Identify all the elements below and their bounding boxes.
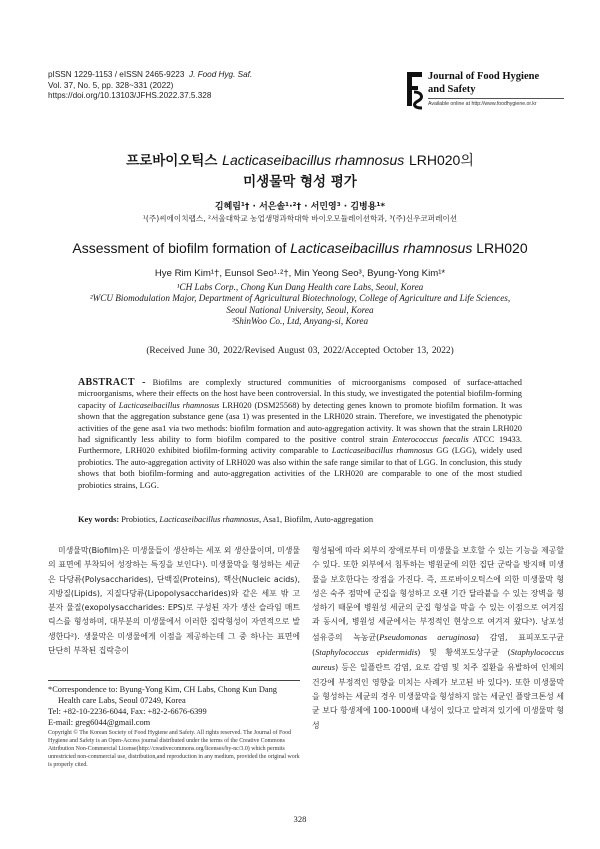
keywords: Key words: Probiotics, Lacticaseibacillus rhamnosus, Asa1, Biofilm, Auto-aggregation [78, 515, 374, 524]
title-ko-strain: LRH020의 [408, 152, 474, 168]
journal-logo-block [404, 70, 564, 110]
issn-line: pISSN 1229-1153 / eISSN 2465-9223 [48, 70, 185, 79]
correspondence-address: *Correspondence to: Byung-Yong Kim, CH Labs, Chong Kun Dang Health care Labs, Seoul 07249, Korea [48, 685, 277, 705]
keywords-label: Key words: [78, 515, 120, 524]
logo-divider [428, 98, 564, 99]
journal-name: Journal of Food Hygiene and Safety [428, 71, 540, 95]
journal-header-info [48, 70, 252, 102]
affiliation-3: ³ShinWoo Co., Ltd, Anyang-si, Korea [231, 316, 369, 327]
affiliation-2: ²WCU Biomodulation Major, Department of Agricultural Biotechnology, College of Agriculture and Life Sciences, [89, 293, 511, 304]
correspondence-phone: Tel: +82-10-2236-6044, Fax: +82-2-6676-6399 [48, 707, 207, 716]
journal-logo-icon [404, 70, 426, 110]
affiliations-korean: ¹(주)씨에이치랩스, ²서울대학교 농업생명과학대학 바이오모듈레이션학과, ³(주)신우코퍼레이션 [142, 214, 458, 223]
correspondence-note [48, 684, 300, 728]
abstract-label: ABSTRACT - [78, 377, 146, 388]
journal-abbrev: J. Food Hyg. Saf. [188, 70, 253, 79]
affiliations-english [0, 282, 600, 328]
correspondence-email[interactable]: E-mail: greg6044@gmail.com [48, 718, 151, 727]
authors-english: Hye Rim Kim¹†, Eunsol Seo¹·²†, Min Yeong Seo³, Byung-Yong Kim¹* [154, 268, 446, 279]
journal-url[interactable]: Available online at http://www.foodhygiene.or.kr [428, 101, 537, 107]
body-column-right: 형성됨에 따라 외부의 장애로부터 미생물을 보호할 수 있는 기능을 제공할 수 있다. 또한 외부에서 침투하는 병원균에 의한 집단 군락을 방지해 미생물을 보호한다는 장점을 가진다. 즉, 프로바이오틱스에 의한 미생물막 형성은 숙주 점막에 군집을 형성하고 오랜 기간 달라붙을 수 있는 장벽을 형성하기 때문에 병원성 세균의 군집 형성을 막을 수 있는 이점으로 여겨짐과 동시에, 병원성 세균에서는 부정적인 현상으로 여겨져 왔다³). 낭포성 섬유증의 녹농균(Pseudomonas aeruginosa) 감염, 표피포도구균(Staphylococcus epidermidis) 및 황색포도상구균 (Staphylococcus aureus) 등은 일플란트 감염, 요로 감염 및 치주 질환을 유발하여 인체의 건강에 부정적인 영향을 미치는 사례가 보고된 바 있다³). 또한 미생물막을 형성하는 세균의 경우 미생물막을 형성하지 않는 세균인 플랑크톤성 세균 보다 항생제에 100-1000배 내성이 있다고 알려져 있기에 미생물막 형성 [312, 546, 564, 730]
title-ko-species: Lacticaseibacillus rhamnosus [222, 152, 405, 168]
title-ko-line2: 미생물막 형성 평가 [243, 174, 357, 190]
authors-korean: 김혜림¹† · 서은솔¹·²† · 서민영³ · 김병용¹* [214, 202, 386, 212]
title-en-strain: LRH020 [476, 240, 528, 256]
doi-link[interactable]: https://doi.org/10.13103/JFHS.2022.37.5.328 [48, 91, 212, 101]
footnote-divider [48, 680, 300, 681]
paper-title-korean [0, 150, 600, 193]
volume-line: Vol. 37, No. 5, pp. 328~331 (2022) [48, 80, 174, 90]
title-en-species: Lacticaseibacillus rhamnosus [290, 240, 473, 256]
copyright-notice: Copyright © The Korean Society of Food Hygiene and Safety. All rights reserved. The Journal of Food Hygiene and Safety is an Open-Access journal distributed under the terms of the Creative Commons Attribution Non-Commercial License(http://creativecommons.org/licenses/by-nc/3.0) which permits unrestricted non-commercial use, distribution,and reproduction in any medium, provided the original work is properly cited. [48, 730, 300, 768]
paper-title-english [0, 240, 600, 256]
title-ko-prefix: 프로바이오틱스 [126, 153, 218, 169]
affiliation-2-cont: Seoul National University, Seoul, Korea [226, 304, 374, 315]
received-dates: (Received June 30, 2022/Revised August 03, 2022/Accepted October 13, 2022) [146, 346, 454, 356]
body-column-left: 미생물막(Biofilm)은 미생물들이 생산하는 세포 외 생산물이며, 미생물의 표면에 부착되어 성장하는 특징을 보인다¹). 미생물막을 형성하는 세균은 다당류(Polysaccharides), 단백질(Proteins), 핵산(Nucleic acids), 지방질(Lipids), 지질다당류(Lipopolysaccharides)와 같은 세포 밖 고분자 물질(exopolysaccharides: EPS)로 구성된 자가 생산 슬라임 매트릭스를 형성하며, 대부분의 미생물에서 이러한 집락형성이 자연적으로 발생한다²). 생물막은 미생물에게 이점을 제공하는데 그 중 하나는 표면에 단단히 부착된 집락층이 [48, 546, 300, 656]
affiliation-1: ¹CH Labs Corp., Chong Kun Dang Health care Labs, Seoul, Korea [176, 282, 424, 292]
abstract: ABSTRACT - Biofilms are complexly structured communities of microorganisms composed of surface-attached microorganisms, where their effects on the host have been controversial. In this study, we investigated the potential biofilm-forming capacity of Lacticaseibacillus rhamnosus LRH020 (DSM25568) by detecting genes known to promote biofilm formation. It was shown that the aggregation substance gene (asa 1) was presented in the LRH020 strain. Therefore, we investigated the phenotypic activities of the gene asa1 via two methods: biofilm formation and auto-aggregation activity. It was shown that the strain LRH020 had significantly less ability to form biofilm compared to the positive control strain Enterococcus faecalis ATCC 19433. Furthermore, LRH020 exhibited biofilm-forming activity comparable to Lacticaseibacillus rhamnosus GG (LGG), widely used probiotics. The auto-aggregation activity of LRH020 was also within the safe range similar to that of LGG. In conclusion, this study shows that both biofilm-forming and auto-aggregation activities of the LRH020 are comparable to one of the most studied probiotics strains, LGG. [78, 377, 522, 490]
title-en-prefix: Assessment of biofilm formation of [72, 240, 287, 256]
page-number: 328 [293, 814, 307, 824]
